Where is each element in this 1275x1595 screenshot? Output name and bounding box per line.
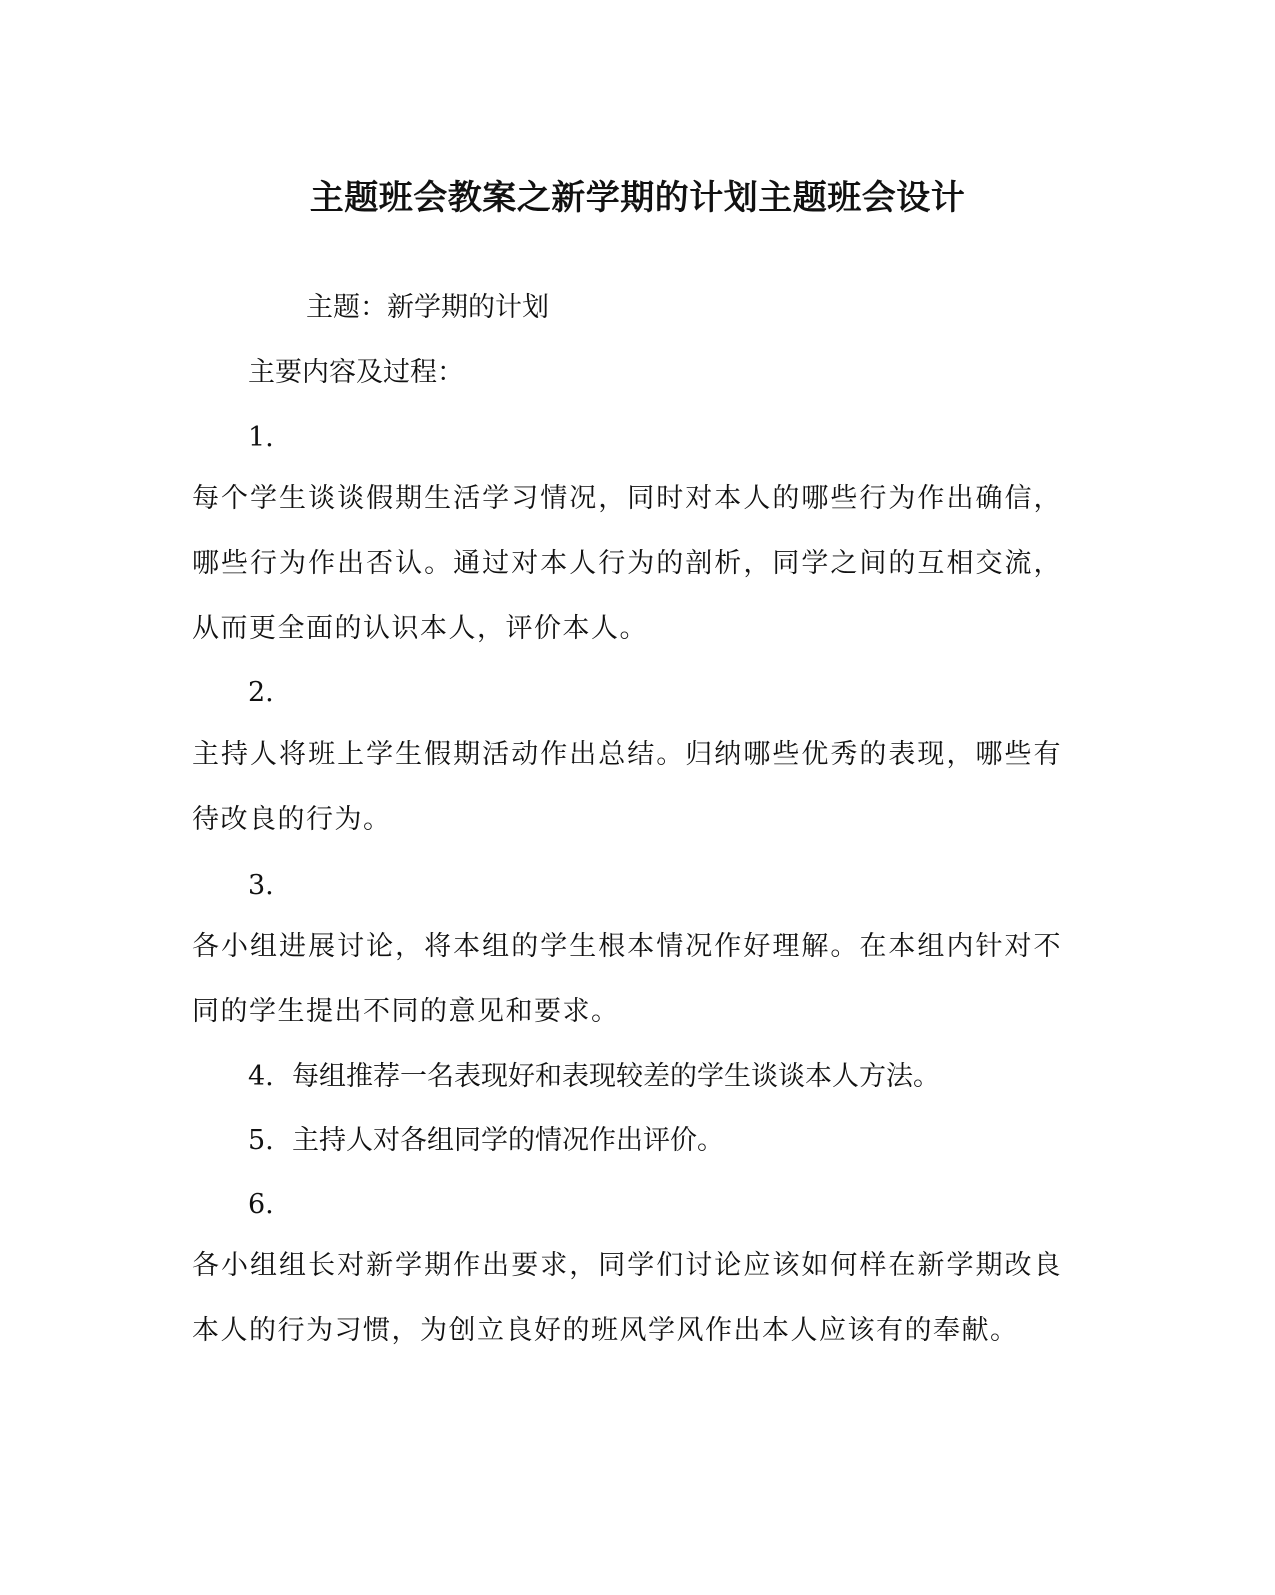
item-number: 3. <box>248 870 274 901</box>
item-text: 每组推荐一名表现好和表现较差的学生谈谈本人方法。 <box>292 1061 940 1092</box>
item-number: 4. <box>248 1061 274 1092</box>
item-line <box>248 1121 724 1161</box>
theme-line: 主题：新学期的计划 <box>306 292 549 323</box>
process-heading: 主要内容及过程： <box>248 357 464 388</box>
item-number: 6. <box>248 1189 274 1220</box>
document-title: 主题班会教案之新学期的计划主题班会设计 <box>309 178 966 218</box>
item-line <box>248 1057 940 1097</box>
item-number: 1. <box>248 422 274 453</box>
item-text: 每个学生谈谈假期生活学习情况，同时对本人的哪些行为作出确信，哪些行为作出否认。通过对本人行为的剖析，同学之间的互相交流，从而更全面的认识本人，评价本人。 <box>192 483 1062 644</box>
item-text: 各小组进展讨论，将本组的学生根本情况作好理解。在本组内针对不同的学生提出不同的意见和要求。 <box>192 931 1062 1027</box>
item-number: 5. <box>248 1125 274 1156</box>
item-text: 各小组组长对新学期作出要求，同学们讨论应该如何样在新学期改良本人的行为习惯，为创立良好的班风学风作出本人应该有的奉献。 <box>192 1250 1062 1346</box>
item-number: 2. <box>248 677 274 708</box>
item-text: 主持人对各组同学的情况作出评价。 <box>292 1125 724 1156</box>
item-text: 主持人将班上学生假期活动作出总结。归纳哪些优秀的表现，哪些有待改良的行为。 <box>192 739 1062 835</box>
